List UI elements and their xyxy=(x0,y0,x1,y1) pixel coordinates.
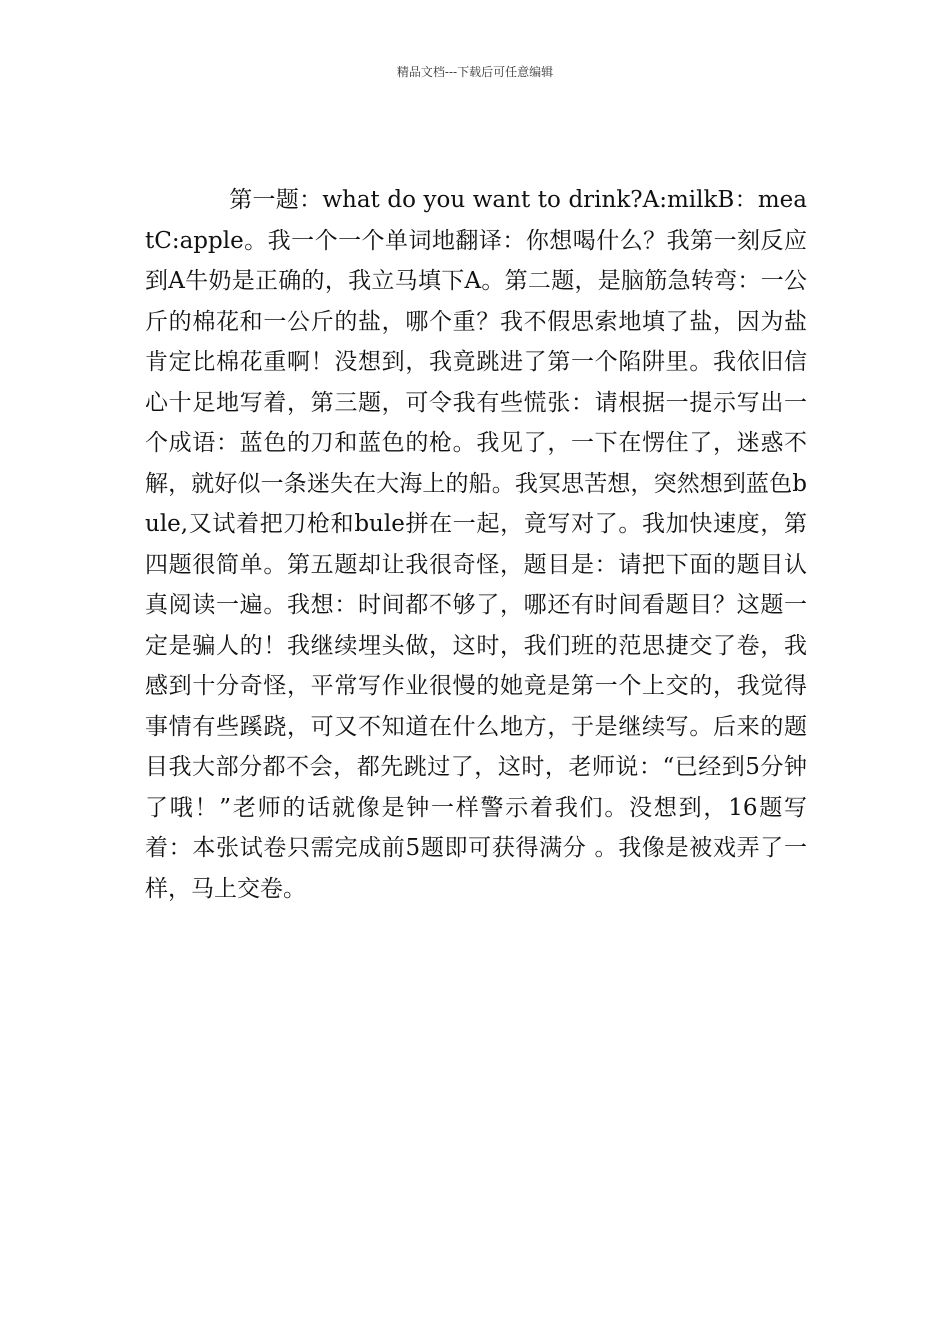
body-paragraph xyxy=(145,180,807,909)
paragraph-text: 第一题：what do you want to drink?A:milkB：meatC:apple。我一个一个单词地翻译：你想喝什么？我第一刻反应到A牛奶是正确的，我立马填下A。第二题，是脑筋急转弯：一公斤的棉花和一公斤的盐，哪个重？我不假思索地填了盐，因为盐肯定比棉花重啊！没想到，我竟跳进了第一个陷阱里。我依旧信心十足地写着，第三题，可令我有些慌张：请根据一提示写出一个成语：蓝色的刀和蓝色的枪。我见了，一下在愣住了，迷惑不解，就好似一条迷失在大海上的船。我冥思苦想，突然想到蓝色bule,又试着把刀枪和bule拼在一起，竟写对了。我加快速度，第四题很简单。第五题却让我很奇怪，题目是：请把下面的题目认真阅读一遍。我想：时间都不够了，哪还有时间看题目？这题一定是骗人的！我继续埋头做，这时，我们班的范思捷交了卷，我感到十分奇怪，平常写作业很慢的她竟是第一个上交的，我觉得事情有些蹊跷，可又不知道在什么地方，于是继续写。后来的题目我大部分都不会，都先跳过了，这时，老师说：“已经到5分钟了哦！”老师的话就像是钟一样警示着我们。没想到，16题写着：本张试卷只需完成前5题即可获得满分 。我像是被戏弄了一样，马上交卷。 xyxy=(145,187,807,902)
page-header: 精品文档---下载后可任意编辑 xyxy=(396,65,554,79)
